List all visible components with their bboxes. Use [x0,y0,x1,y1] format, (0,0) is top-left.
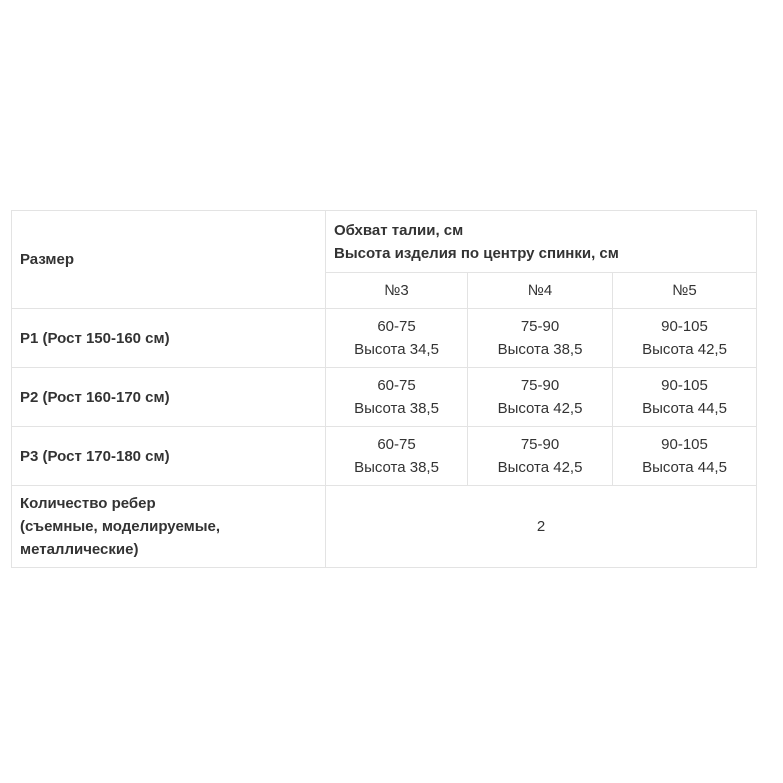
size-header-no5: №5 [613,273,757,309]
waist-range: 90-105 [661,436,708,453]
waist-range: 75-90 [520,377,560,394]
waist-range: 60-75 [377,436,416,453]
table-header-row [12,211,757,273]
row-label-p1: Р1 (Рост 150-160 см) [12,309,326,368]
item-height: Высота 42,5 [497,400,583,417]
waist-range: 75-90 [520,436,560,453]
row-label-p3: Р3 (Рост 170-180 см) [12,427,326,486]
item-height: Высота 34,5 [354,341,439,358]
table-row-ribs [12,486,757,568]
item-height: Высота 44,5 [642,400,727,417]
waist-range: 75-90 [520,318,560,335]
table-row-p1 [12,309,757,368]
ribs-label-line3: металлические) [20,541,139,558]
cell-p3-no4 [468,427,613,486]
cell-p2-no4 [468,368,613,427]
group-header-line2: Высота изделия по центру спинки, см [334,244,619,262]
item-height: Высота 42,5 [497,459,583,476]
ribs-label-cell [12,486,326,568]
cell-p2-no5 [613,368,757,427]
cell-p3-no5 [613,427,757,486]
table-row-p3 [12,427,757,486]
cell-p1-no5 [613,309,757,368]
cell-p2-no3 [326,368,468,427]
cell-p3-no3 [326,427,468,486]
waist-range: 60-75 [377,318,416,335]
ribs-label-line1: Количество ребер [20,495,156,512]
item-height: Высота 38,5 [354,400,439,417]
item-height: Высота 44,5 [642,459,727,476]
size-table [11,210,757,568]
item-height: Высота 38,5 [497,341,583,358]
group-header-line1: Обхват талии, см [334,221,464,239]
group-header-cell [326,211,757,273]
waist-range: 90-105 [661,318,708,335]
ribs-count-cell: 2 [326,486,757,568]
cell-p1-no4 [468,309,613,368]
ribs-label-line2: (съемные, моделируемые, [20,518,221,535]
cell-p1-no3 [326,309,468,368]
table-row-p2 [12,368,757,427]
row-label-p2: Р2 (Рост 160-170 см) [12,368,326,427]
corner-header-cell: Размер [12,211,326,309]
waist-range: 60-75 [377,377,416,394]
item-height: Высота 42,5 [642,341,727,358]
item-height: Высота 38,5 [354,459,439,476]
size-header-no3: №3 [326,273,468,309]
size-header-no4: №4 [468,273,613,309]
waist-range: 90-105 [661,377,708,394]
